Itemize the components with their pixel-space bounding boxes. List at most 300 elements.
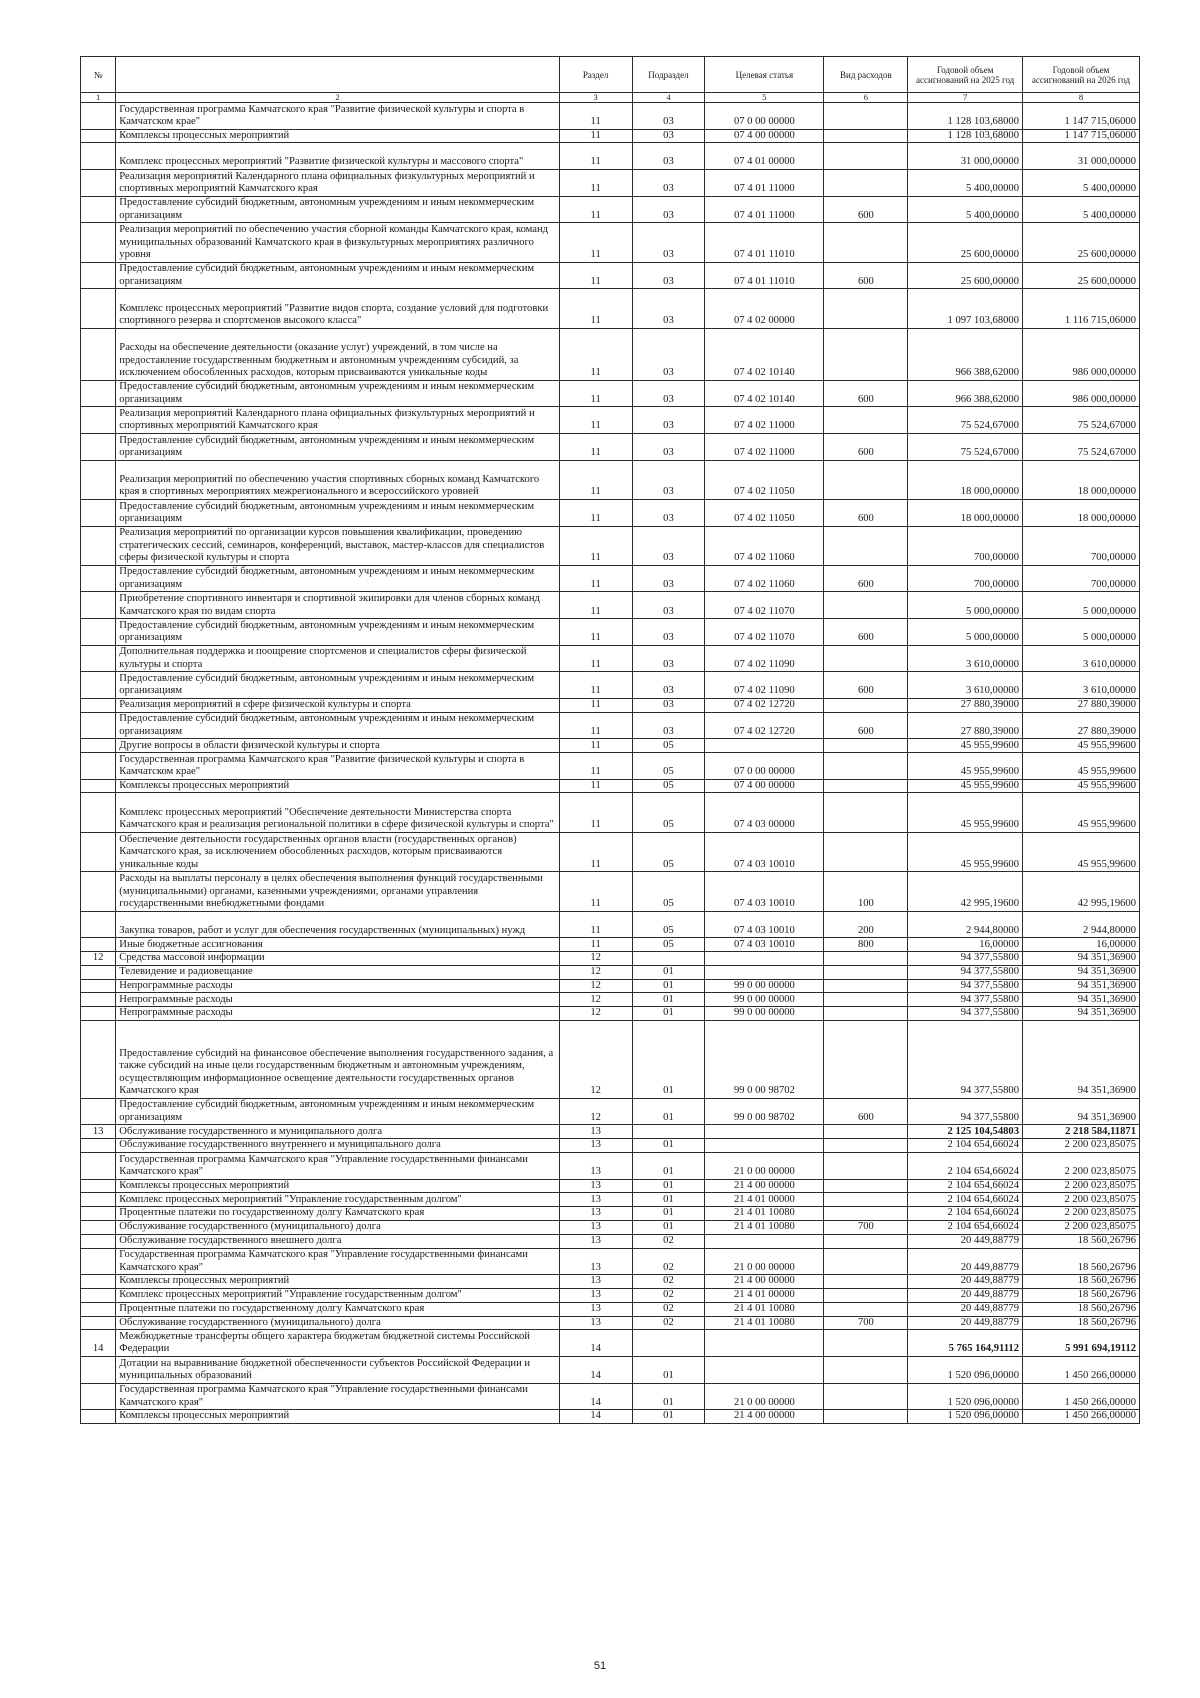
row-volume-2026: 94 351,36900 — [1023, 979, 1140, 993]
row-number — [81, 407, 116, 434]
table-row — [81, 911, 1140, 938]
row-volume-2026: 3 610,00000 — [1023, 672, 1140, 699]
table-row — [81, 169, 1140, 196]
row-subsection: 01 — [632, 993, 705, 1007]
row-section: 11 — [559, 433, 632, 460]
row-subsection: 02 — [632, 1248, 705, 1275]
table-row — [81, 1125, 1140, 1139]
row-number — [81, 1152, 116, 1179]
row-number — [81, 1316, 116, 1330]
row-name: Реализация мероприятий по обеспечению участия спортивных сборных команд Камчатского края в спортивных мероприятиях межрегионального и всероссийского уровней — [116, 460, 559, 499]
row-number — [81, 499, 116, 526]
row-section: 11 — [559, 262, 632, 289]
row-section: 11 — [559, 143, 632, 170]
row-target-article: 07 4 02 11060 — [705, 526, 824, 565]
row-volume-2025: 94 377,55800 — [908, 952, 1023, 966]
row-name: Обслуживание государственного (муниципального) долга — [116, 1316, 559, 1330]
row-volume-2026: 5 400,00000 — [1023, 169, 1140, 196]
row-volume-2026: 75 524,67000 — [1023, 433, 1140, 460]
row-target-article: 07 0 00 00000 — [705, 103, 824, 130]
row-volume-2025: 1 520 096,00000 — [908, 1410, 1023, 1424]
table-row — [81, 328, 1140, 380]
table-row — [81, 223, 1140, 262]
row-number — [81, 460, 116, 499]
row-target-article: 07 4 00 00000 — [705, 779, 824, 793]
table-row — [81, 565, 1140, 592]
row-volume-2025: 20 449,88779 — [908, 1316, 1023, 1330]
row-number — [81, 938, 116, 952]
row-section: 12 — [559, 993, 632, 1007]
table-row — [81, 993, 1140, 1007]
row-subsection: 01 — [632, 1220, 705, 1234]
row-target-article: 99 0 00 00000 — [705, 993, 824, 1007]
row-name: Комплексы процессных мероприятий — [116, 1410, 559, 1424]
row-section: 11 — [559, 698, 632, 712]
row-expense-type: 600 — [824, 196, 908, 223]
row-volume-2026: 45 955,99600 — [1023, 739, 1140, 753]
row-subsection: 03 — [632, 526, 705, 565]
table-row — [81, 1356, 1140, 1383]
row-volume-2026: 986 000,00000 — [1023, 380, 1140, 407]
table-row — [81, 698, 1140, 712]
table-row — [81, 1288, 1140, 1302]
row-volume-2025: 45 955,99600 — [908, 779, 1023, 793]
table-row — [81, 645, 1140, 672]
table-row — [81, 592, 1140, 619]
row-section: 12 — [559, 1098, 632, 1125]
row-target-article: 07 4 02 11000 — [705, 433, 824, 460]
table-row — [81, 753, 1140, 780]
row-volume-2025: 2 104 654,66024 — [908, 1220, 1023, 1234]
row-subsection: 01 — [632, 1356, 705, 1383]
row-expense-type — [824, 169, 908, 196]
row-volume-2026: 31 000,00000 — [1023, 143, 1140, 170]
row-target-article: 07 4 01 11010 — [705, 223, 824, 262]
row-subsection: 01 — [632, 1020, 705, 1098]
row-expense-type: 600 — [824, 565, 908, 592]
row-volume-2026: 94 351,36900 — [1023, 1020, 1140, 1098]
row-target-article — [705, 1139, 824, 1153]
row-volume-2025: 2 944,80000 — [908, 911, 1023, 938]
row-expense-type — [824, 328, 908, 380]
table-row — [81, 1098, 1140, 1125]
row-name: Комплекс процессных мероприятий "Управление государственным долгом" — [116, 1288, 559, 1302]
row-name: Предоставление субсидий бюджетным, автономным учреждениям и иным некоммерческим организациям — [116, 672, 559, 699]
row-volume-2025: 20 449,88779 — [908, 1275, 1023, 1289]
row-name: Комплекс процессных мероприятий "Управление государственным долгом" — [116, 1193, 559, 1207]
row-volume-2026: 1 450 266,00000 — [1023, 1356, 1140, 1383]
row-number — [81, 965, 116, 979]
row-expense-type: 600 — [824, 619, 908, 646]
row-name: Реализация мероприятий Календарного плана официальных физкультурных мероприятий и спортивных мероприятий Камчатского края — [116, 407, 559, 434]
row-number — [81, 1207, 116, 1221]
row-expense-type: 600 — [824, 1098, 908, 1125]
row-volume-2026: 94 351,36900 — [1023, 965, 1140, 979]
row-subsection: 03 — [632, 328, 705, 380]
row-volume-2026: 42 995,19600 — [1023, 872, 1140, 911]
row-target-article: 07 4 02 00000 — [705, 289, 824, 328]
row-number — [81, 712, 116, 739]
row-volume-2026: 18 560,26796 — [1023, 1248, 1140, 1275]
table-row — [81, 1207, 1140, 1221]
row-expense-type — [824, 1234, 908, 1248]
row-expense-type — [824, 832, 908, 871]
row-section: 13 — [559, 1234, 632, 1248]
row-expense-type: 800 — [824, 938, 908, 952]
row-volume-2026: 2 200 023,85075 — [1023, 1207, 1140, 1221]
row-volume-2026: 18 560,26796 — [1023, 1275, 1140, 1289]
row-volume-2026: 986 000,00000 — [1023, 328, 1140, 380]
row-name: Процентные платежи по государственному долгу Камчатского края — [116, 1302, 559, 1316]
table-row — [81, 143, 1140, 170]
row-target-article: 07 4 02 12720 — [705, 712, 824, 739]
row-section: 12 — [559, 1007, 632, 1021]
row-expense-type: 200 — [824, 911, 908, 938]
row-volume-2026: 75 524,67000 — [1023, 407, 1140, 434]
row-section: 11 — [559, 565, 632, 592]
row-expense-type — [824, 1248, 908, 1275]
row-subsection: 03 — [632, 619, 705, 646]
table-row — [81, 433, 1140, 460]
row-target-article: 07 4 01 11000 — [705, 196, 824, 223]
row-subsection: 03 — [632, 592, 705, 619]
table-row — [81, 779, 1140, 793]
table-row — [81, 1139, 1140, 1153]
row-expense-type — [824, 143, 908, 170]
row-target-article: 21 4 01 10080 — [705, 1207, 824, 1221]
row-target-article — [705, 1330, 824, 1357]
row-volume-2026: 700,00000 — [1023, 526, 1140, 565]
row-subsection: 01 — [632, 1179, 705, 1193]
row-volume-2025: 2 104 654,66024 — [908, 1139, 1023, 1153]
row-subsection: 05 — [632, 739, 705, 753]
row-volume-2026: 25 600,00000 — [1023, 223, 1140, 262]
row-number — [81, 1302, 116, 1316]
row-name: Предоставление субсидий бюджетным, автономным учреждениям и иным некоммерческим организациям — [116, 433, 559, 460]
row-volume-2025: 45 955,99600 — [908, 832, 1023, 871]
row-number — [81, 872, 116, 911]
row-target-article: 07 4 02 11050 — [705, 460, 824, 499]
row-volume-2026: 45 955,99600 — [1023, 793, 1140, 832]
table-row — [81, 1007, 1140, 1021]
row-volume-2026: 5 000,00000 — [1023, 592, 1140, 619]
row-volume-2025: 94 377,55800 — [908, 1007, 1023, 1021]
row-number — [81, 1007, 116, 1021]
table-row — [81, 1316, 1140, 1330]
row-volume-2025: 25 600,00000 — [908, 223, 1023, 262]
row-number — [81, 103, 116, 130]
header-row — [81, 57, 1140, 93]
table-row — [81, 979, 1140, 993]
table-row — [81, 460, 1140, 499]
row-number — [81, 592, 116, 619]
table-row — [81, 672, 1140, 699]
table-row — [81, 1330, 1140, 1357]
row-section: 14 — [559, 1410, 632, 1424]
row-expense-type — [824, 1193, 908, 1207]
row-section: 13 — [559, 1193, 632, 1207]
row-target-article: 07 4 02 12720 — [705, 698, 824, 712]
row-name: Межбюджетные трансферты общего характера бюджетам бюджетной системы Российской Федерации — [116, 1330, 559, 1357]
row-volume-2026: 1 147 715,06000 — [1023, 129, 1140, 143]
row-section: 14 — [559, 1356, 632, 1383]
row-volume-2025: 18 000,00000 — [908, 460, 1023, 499]
row-volume-2025: 3 610,00000 — [908, 672, 1023, 699]
row-section: 11 — [559, 779, 632, 793]
row-subsection: 03 — [632, 129, 705, 143]
row-number — [81, 1098, 116, 1125]
row-subsection: 03 — [632, 223, 705, 262]
table-row — [81, 1152, 1140, 1179]
row-subsection: 03 — [632, 460, 705, 499]
row-number — [81, 1179, 116, 1193]
row-volume-2025: 45 955,99600 — [908, 739, 1023, 753]
row-number — [81, 1288, 116, 1302]
row-section: 11 — [559, 832, 632, 871]
row-expense-type — [824, 1020, 908, 1098]
row-target-article — [705, 739, 824, 753]
row-number — [81, 1410, 116, 1424]
row-expense-type — [824, 129, 908, 143]
row-number — [81, 169, 116, 196]
row-number — [81, 526, 116, 565]
row-expense-type — [824, 1007, 908, 1021]
row-volume-2025: 20 449,88779 — [908, 1302, 1023, 1316]
row-volume-2025: 966 388,62000 — [908, 380, 1023, 407]
row-name: Государственная программа Камчатского края "Управление государственными финансами Камчатского края" — [116, 1152, 559, 1179]
row-expense-type — [824, 407, 908, 434]
column-number: 6 — [824, 93, 908, 103]
row-target-article: 99 0 00 00000 — [705, 1007, 824, 1021]
row-subsection: 02 — [632, 1302, 705, 1316]
row-target-article — [705, 1356, 824, 1383]
row-volume-2026: 2 200 023,85075 — [1023, 1220, 1140, 1234]
row-target-article: 07 4 02 11070 — [705, 592, 824, 619]
row-volume-2025: 2 104 654,66024 — [908, 1193, 1023, 1207]
row-number — [81, 1020, 116, 1098]
row-target-article: 99 0 00 98702 — [705, 1098, 824, 1125]
row-name: Комплексы процессных мероприятий — [116, 1179, 559, 1193]
row-name: Государственная программа Камчатского края "Управление государственными финансами Камчатского края" — [116, 1383, 559, 1410]
row-target-article: 07 4 03 10010 — [705, 872, 824, 911]
row-expense-type — [824, 965, 908, 979]
row-volume-2026: 18 000,00000 — [1023, 460, 1140, 499]
row-name: Предоставление субсидий бюджетным, автономным учреждениям и иным некоммерческим организациям — [116, 1098, 559, 1125]
row-subsection: 03 — [632, 672, 705, 699]
row-number — [81, 832, 116, 871]
row-target-article: 07 4 01 00000 — [705, 143, 824, 170]
row-volume-2026: 16,00000 — [1023, 938, 1140, 952]
row-subsection: 03 — [632, 433, 705, 460]
row-subsection: 05 — [632, 793, 705, 832]
column-number: 4 — [632, 93, 705, 103]
row-number: 14 — [81, 1330, 116, 1357]
row-section: 11 — [559, 753, 632, 780]
row-section: 13 — [559, 1248, 632, 1275]
row-target-article: 21 0 00 00000 — [705, 1383, 824, 1410]
row-name: Обслуживание государственного (муниципального) долга — [116, 1220, 559, 1234]
row-target-article: 07 4 02 11090 — [705, 645, 824, 672]
row-name: Иные бюджетные ассигнования — [116, 938, 559, 952]
row-name: Государственная программа Камчатского края "Развитие физической культуры и спорта в Камчатском крае" — [116, 753, 559, 780]
row-name: Государственная программа Камчатского края "Управление государственными финансами Камчатского края" — [116, 1248, 559, 1275]
table-row — [81, 103, 1140, 130]
row-expense-type — [824, 1330, 908, 1357]
row-subsection: 03 — [632, 380, 705, 407]
row-section: 11 — [559, 289, 632, 328]
row-subsection: 05 — [632, 832, 705, 871]
row-section: 11 — [559, 592, 632, 619]
row-expense-type — [824, 779, 908, 793]
row-volume-2026: 3 610,00000 — [1023, 645, 1140, 672]
table-row — [81, 196, 1140, 223]
row-target-article: 07 4 03 00000 — [705, 793, 824, 832]
row-section: 11 — [559, 328, 632, 380]
row-target-article: 21 4 01 10080 — [705, 1220, 824, 1234]
table-row — [81, 1193, 1140, 1207]
row-volume-2025: 16,00000 — [908, 938, 1023, 952]
row-volume-2025: 5 765 164,91112 — [908, 1330, 1023, 1357]
row-subsection: 03 — [632, 169, 705, 196]
row-expense-type — [824, 592, 908, 619]
row-name: Обслуживание государственного внешнего долга — [116, 1234, 559, 1248]
row-section: 11 — [559, 526, 632, 565]
row-volume-2026: 45 955,99600 — [1023, 832, 1140, 871]
row-target-article: 07 4 02 11000 — [705, 407, 824, 434]
row-name: Государственная программа Камчатского края "Развитие физической культуры и спорта в Камчатском крае" — [116, 103, 559, 130]
row-target-article: 07 4 03 10010 — [705, 911, 824, 938]
row-expense-type — [824, 793, 908, 832]
row-section: 11 — [559, 872, 632, 911]
row-volume-2025: 1 520 096,00000 — [908, 1383, 1023, 1410]
row-name: Обеспечение деятельности государственных органов власти (государственных органов) Камчатского края, за исключением обособленных расходов, которым присваиваются уникальные коды — [116, 832, 559, 871]
row-expense-type — [824, 1288, 908, 1302]
row-section: 11 — [559, 499, 632, 526]
row-volume-2025: 27 880,39000 — [908, 712, 1023, 739]
row-volume-2026: 5 000,00000 — [1023, 619, 1140, 646]
row-target-article: 21 4 01 00000 — [705, 1193, 824, 1207]
row-target-article: 07 4 02 10140 — [705, 380, 824, 407]
row-volume-2026: 2 200 023,85075 — [1023, 1179, 1140, 1193]
column-number: 8 — [1023, 93, 1140, 103]
row-name: Непрограммные расходы — [116, 1007, 559, 1021]
header-subsection: Подраздел — [632, 57, 705, 93]
row-volume-2025: 75 524,67000 — [908, 407, 1023, 434]
row-target-article: 21 4 00 00000 — [705, 1275, 824, 1289]
row-expense-type — [824, 460, 908, 499]
row-target-article: 21 4 00 00000 — [705, 1410, 824, 1424]
row-volume-2026: 25 600,00000 — [1023, 262, 1140, 289]
page-number: 51 — [593, 1660, 607, 1672]
row-subsection: 05 — [632, 911, 705, 938]
row-volume-2026: 27 880,39000 — [1023, 712, 1140, 739]
row-expense-type — [824, 223, 908, 262]
row-subsection: 03 — [632, 289, 705, 328]
row-section: 12 — [559, 979, 632, 993]
row-expense-type — [824, 103, 908, 130]
row-name: Предоставление субсидий бюджетным, автономным учреждениям и иным некоммерческим организациям — [116, 499, 559, 526]
row-subsection: 01 — [632, 1139, 705, 1153]
row-number — [81, 1275, 116, 1289]
row-number — [81, 1356, 116, 1383]
row-volume-2026: 2 944,80000 — [1023, 911, 1140, 938]
row-section: 11 — [559, 129, 632, 143]
row-number — [81, 793, 116, 832]
row-number — [81, 1383, 116, 1410]
row-name: Реализация мероприятий по обеспечению участия сборной команды Камчатского края, команд муниципальных образований Камчатского края в физкультурных мероприятиях различного уровня — [116, 223, 559, 262]
row-subsection — [632, 1125, 705, 1139]
row-volume-2025: 31 000,00000 — [908, 143, 1023, 170]
table-row — [81, 289, 1140, 328]
row-volume-2025: 25 600,00000 — [908, 262, 1023, 289]
row-volume-2026: 18 560,26796 — [1023, 1302, 1140, 1316]
row-subsection: 01 — [632, 1152, 705, 1179]
row-section: 11 — [559, 739, 632, 753]
row-target-article: 07 4 02 11070 — [705, 619, 824, 646]
row-volume-2026: 1 450 266,00000 — [1023, 1410, 1140, 1424]
row-subsection: 05 — [632, 779, 705, 793]
row-target-article: 07 4 03 10010 — [705, 832, 824, 871]
row-volume-2025: 94 377,55800 — [908, 993, 1023, 1007]
row-subsection — [632, 1330, 705, 1357]
row-section: 11 — [559, 380, 632, 407]
row-target-article: 99 0 00 98702 — [705, 1020, 824, 1098]
row-target-article: 07 4 02 11050 — [705, 499, 824, 526]
row-number — [81, 911, 116, 938]
row-subsection: 05 — [632, 938, 705, 952]
row-name: Предоставление субсидий на финансовое обеспечение выполнения государственного задания, а также субсидий на иные цели государственным бюджетным и автономным учреждениям, осуществляющим информационное освещение деятельности государственных органов Камчатского края — [116, 1020, 559, 1098]
row-name: Расходы на обеспечение деятельности (оказание услуг) учреждений, в том числе на предоставление государственным бюджетным и автономным учреждениям субсидий, за исключением обособленных расходов, которым присваиваются уникальные коды — [116, 328, 559, 380]
row-number — [81, 645, 116, 672]
row-name: Комплексы процессных мероприятий — [116, 129, 559, 143]
row-subsection: 03 — [632, 103, 705, 130]
table-row — [81, 526, 1140, 565]
row-name: Дотации на выравнивание бюджетной обеспеченности субъектов Российской Федерации и муниципальных образований — [116, 1356, 559, 1383]
row-subsection: 01 — [632, 1383, 705, 1410]
row-number — [81, 739, 116, 753]
row-expense-type — [824, 1152, 908, 1179]
row-volume-2026: 1 116 715,06000 — [1023, 289, 1140, 328]
row-volume-2026: 2 218 584,11871 — [1023, 1125, 1140, 1139]
row-expense-type — [824, 739, 908, 753]
row-volume-2026: 18 560,26796 — [1023, 1316, 1140, 1330]
row-expense-type — [824, 952, 908, 966]
row-volume-2025: 5 000,00000 — [908, 619, 1023, 646]
row-name: Обслуживание государственного и муниципального долга — [116, 1125, 559, 1139]
row-name: Комплексы процессных мероприятий — [116, 1275, 559, 1289]
row-volume-2026: 94 351,36900 — [1023, 1007, 1140, 1021]
row-expense-type — [824, 1275, 908, 1289]
row-volume-2025: 5 400,00000 — [908, 169, 1023, 196]
row-target-article: 21 4 01 10080 — [705, 1302, 824, 1316]
row-volume-2026: 94 351,36900 — [1023, 952, 1140, 966]
table-row — [81, 499, 1140, 526]
row-number — [81, 433, 116, 460]
row-subsection: 01 — [632, 1007, 705, 1021]
row-expense-type — [824, 979, 908, 993]
row-number: 13 — [81, 1125, 116, 1139]
row-expense-type: 600 — [824, 672, 908, 699]
row-volume-2026: 1 147 715,06000 — [1023, 103, 1140, 130]
row-volume-2026: 2 200 023,85075 — [1023, 1152, 1140, 1179]
row-name: Приобретение спортивного инвентаря и спортивной экипировки для членов сборных команд Камчатского края по видам спорта — [116, 592, 559, 619]
row-number — [81, 143, 116, 170]
row-expense-type — [824, 645, 908, 672]
row-volume-2026: 27 880,39000 — [1023, 698, 1140, 712]
row-volume-2025: 18 000,00000 — [908, 499, 1023, 526]
row-name: Предоставление субсидий бюджетным, автономным учреждениям и иным некоммерческим организациям — [116, 380, 559, 407]
row-section: 12 — [559, 1020, 632, 1098]
